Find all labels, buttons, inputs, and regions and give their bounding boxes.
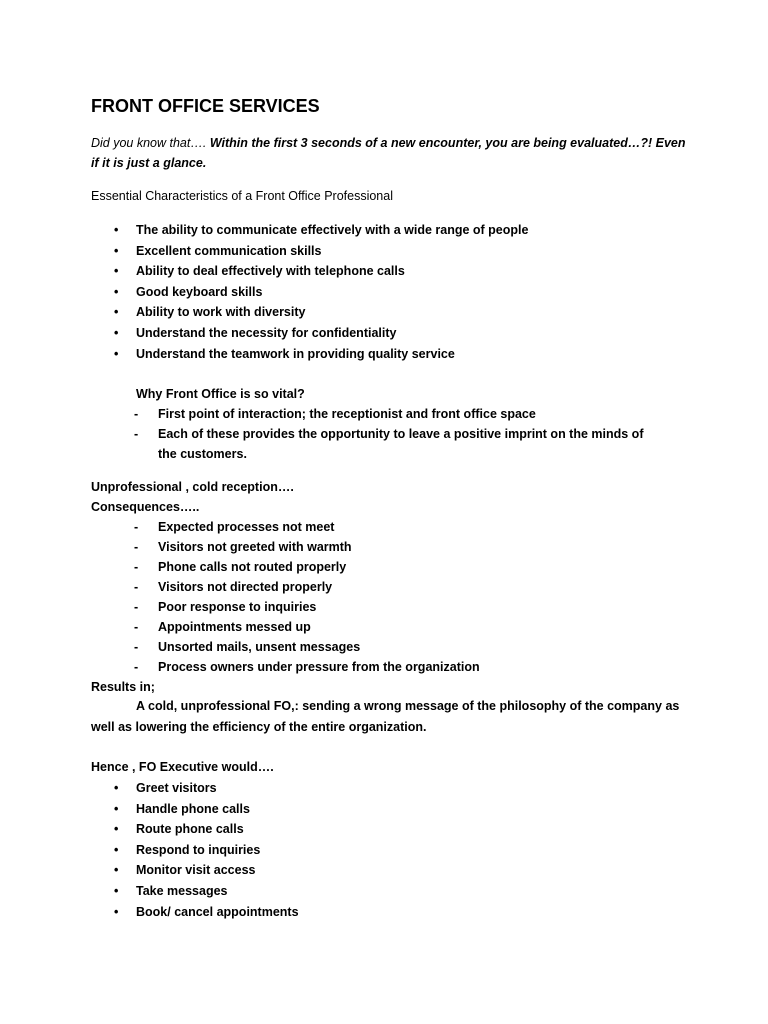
list-item: • Book/ cancel appointments (91, 902, 299, 923)
bullet-icon: • (114, 904, 119, 919)
bullet-icon: • (114, 346, 119, 361)
dash-icon: - (134, 560, 139, 574)
consequences-intro: Unprofessional , cold reception…. (91, 480, 294, 494)
list-item: • Ability to work with diversity (91, 302, 528, 323)
bullet-icon: • (114, 883, 119, 898)
list-item: - Expected processes not meet (91, 517, 658, 537)
bullet-icon: • (114, 325, 119, 340)
hence-list (91, 778, 299, 922)
characteristics-list (91, 220, 528, 364)
bullet-icon: • (114, 822, 119, 837)
dash-icon: - (134, 540, 139, 554)
list-item: • Route phone calls (91, 819, 299, 840)
why-list (91, 404, 658, 464)
bullet-icon: • (114, 243, 119, 258)
list-item: - Unsorted mails, unsent messages (91, 637, 658, 657)
results-heading: Results in; (91, 680, 155, 694)
list-item: • Take messages (91, 881, 299, 902)
intro-paragraph (91, 133, 691, 173)
dash-icon: - (134, 580, 139, 594)
bullet-icon: • (114, 842, 119, 857)
consequences-heading: Consequences….. (91, 500, 200, 514)
list-item: - Poor response to inquiries (91, 597, 658, 617)
dash-icon: - (134, 620, 139, 634)
list-item: - Process owners under pressure from the organization (91, 657, 658, 677)
list-item: • Good keyboard skills (91, 282, 528, 303)
list-item: • Respond to inquiries (91, 840, 299, 861)
bullet-icon: • (114, 284, 119, 299)
bullet-icon: • (114, 863, 119, 878)
intro-emphasis: Within the first 3 seconds of a new encounter, you are being evaluated…?! Even if it is just a glance. (91, 136, 686, 170)
list-item: • Ability to deal effectively with telephone calls (91, 261, 528, 282)
bullet-icon: • (114, 801, 119, 816)
bullet-icon: • (114, 264, 119, 279)
bullet-icon: • (114, 223, 119, 237)
dash-icon: - (134, 427, 139, 441)
hence-heading: Hence , FO Executive would…. (91, 760, 274, 774)
list-item: • Monitor visit access (91, 860, 299, 881)
list-item: - Appointments messed up (91, 617, 658, 637)
list-item: • Greet visitors (91, 778, 299, 799)
results-paragraph: A cold, unprofessional FO,: sending a wrong message of the philosophy of the company as well as lowering the efficiency of the entire organization. (91, 699, 680, 734)
list-item: - Visitors not directed properly (91, 577, 658, 597)
intro-lead: Did you know that…. (91, 136, 210, 150)
bullet-icon: • (114, 305, 119, 320)
dash-icon: - (134, 660, 139, 674)
dash-icon: - (134, 640, 139, 654)
dash-icon: - (134, 600, 139, 614)
list-item: - Visitors not greeted with warmth (91, 537, 658, 557)
list-item: • Handle phone calls (91, 799, 299, 820)
list-item: - Phone calls not routed properly (91, 557, 658, 577)
dash-icon: - (134, 407, 139, 421)
dash-icon: - (134, 520, 139, 534)
list-item: • Understand the necessity for confidentiality (91, 323, 528, 344)
list-item: • The ability to communicate effectively with a wide range of people (91, 220, 528, 241)
list-item: • Understand the teamwork in providing quality service (91, 344, 528, 365)
consequences-list (91, 517, 658, 677)
why-heading: Why Front Office is so vital? (136, 387, 305, 401)
page-title: FRONT OFFICE SERVICES (91, 96, 320, 116)
list-item: • Excellent communication skills (91, 241, 528, 262)
bullet-icon: • (114, 781, 119, 795)
list-item: - Each of these provides the opportunity to leave a positive imprint on the minds of the customers. (91, 424, 658, 464)
characteristics-heading: Essential Characteristics of a Front Office Professional (91, 189, 393, 203)
list-item: - First point of interaction; the receptionist and front office space (91, 404, 658, 424)
